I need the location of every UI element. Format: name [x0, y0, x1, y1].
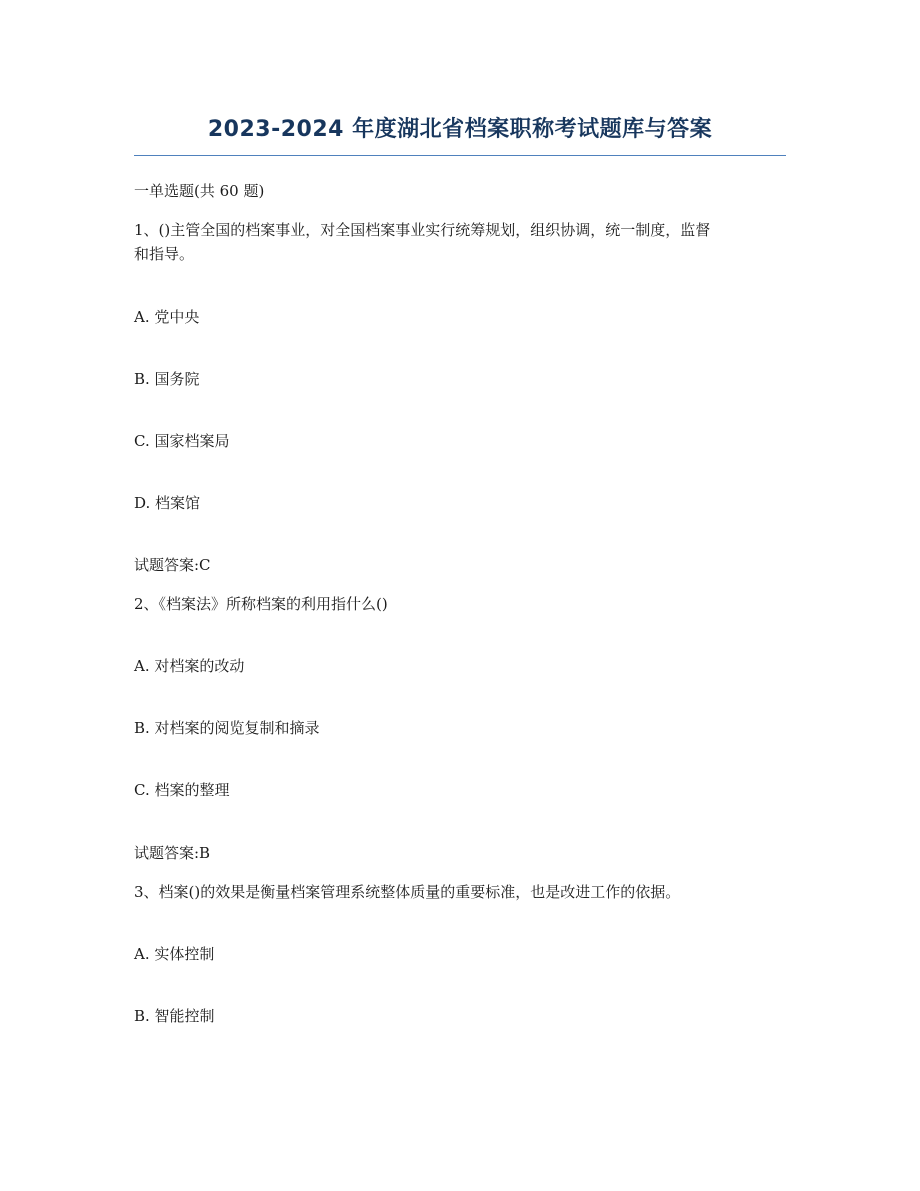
question-2-text: 2、《档案法》所称档案的利用指什么() [134, 595, 388, 613]
question-1-option-d: D. 档案馆 [134, 494, 201, 512]
question-3-text: 3、档案()的效果是衡量档案管理系统整体质量的重要标准，也是改进工作的依据。 [134, 883, 681, 901]
question-2-option-a: A. 对档案的改动 [134, 657, 245, 675]
section-heading: 一单选题(共 60 题) [134, 182, 265, 200]
question-3-option-a: A. 实体控制 [134, 945, 215, 963]
question-2-option-c: C. 档案的整理 [134, 781, 230, 799]
question-1-text-line-2: 和指导。 [134, 245, 195, 263]
question-2-answer: 试题答案:B [134, 844, 211, 862]
title-underline [134, 155, 786, 156]
question-1-text-line-1: 1、()主管全国的档案事业，对全国档案事业实行统筹规划，组织协调，统一制度，监督 [134, 221, 711, 239]
document-title: 2023-2024 年度湖北省档案职称考试题库与答案 [207, 117, 713, 142]
question-1-option-b: B. 国务院 [134, 370, 200, 388]
question-1-option-c: C. 国家档案局 [134, 432, 230, 450]
question-1-option-a: A. 党中央 [134, 308, 200, 326]
question-3-option-b: B. 智能控制 [134, 1007, 215, 1025]
question-1-answer: 试题答案:C [134, 556, 211, 574]
question-2-option-b: B. 对档案的阅览复制和摘录 [134, 719, 320, 737]
